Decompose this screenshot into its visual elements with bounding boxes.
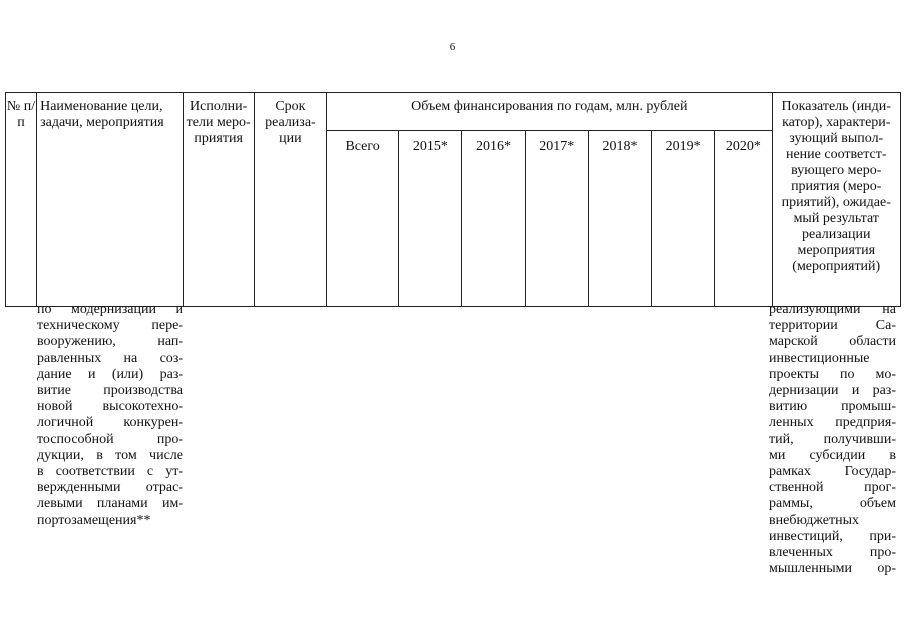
text-line: в соответствии с ут- (37, 464, 183, 480)
text-line: ственной прог- (769, 480, 896, 496)
measure-description (37, 302, 183, 529)
header-year: 2015* (399, 131, 462, 307)
header-year: 2018* (588, 131, 651, 307)
header-indicator: Показатель (инди-катор), характери-зующий выпол-нение соответст-вующего меро-приятия (меро-приятий), ожидае-мый результат реализации мероприятия (мероприятий) (772, 93, 900, 307)
header-year: 2017* (525, 131, 588, 307)
text-line: вержденными отрас- (37, 480, 183, 496)
text-line: новой высокотехно- (37, 399, 183, 415)
text-line: дернизации и раз- (769, 383, 896, 399)
text-line: вооружению, нап- (37, 334, 183, 350)
text-line: дание и (или) раз- (37, 366, 183, 382)
text-line: по модернизации и (37, 302, 183, 317)
header-total: Всего (327, 131, 399, 307)
text-line: витие производства (37, 383, 183, 399)
header-financing: Объем финансирования по годам, млн. рублей (327, 93, 773, 131)
text-line: ми субсидии в (769, 447, 896, 463)
text-line: тоспособной про- (37, 431, 183, 447)
header-year: 2019* (652, 131, 715, 307)
indicator-description (769, 302, 896, 577)
text-line: равленных на соз- (37, 350, 183, 366)
text-line: мышленными ор- (769, 561, 896, 577)
text-line: территории Са- (769, 318, 896, 334)
text-line: рамках Государ- (769, 464, 896, 480)
text-line: портозамещения** (37, 512, 151, 528)
text-line: инвестиционные (769, 350, 870, 366)
text-line: ленных предприя- (769, 415, 896, 431)
header-term: Срок реализа-ции (254, 93, 326, 307)
text-line: дукции, в том числе (37, 447, 183, 463)
text-line: техническому пере- (37, 318, 183, 334)
text-line: логичной конкурен- (37, 415, 183, 431)
text-line: витию промыш- (769, 399, 896, 415)
text-line: левыми планами им- (37, 496, 183, 512)
header-year: 2020* (715, 131, 772, 307)
text-line: марской области (769, 334, 896, 350)
header-year: 2016* (462, 131, 525, 307)
text-line: влеченных про- (769, 545, 896, 561)
text-line: тий, получивши- (769, 431, 896, 447)
header-num: № п/п (6, 93, 37, 307)
text-line: реализующими на (769, 302, 896, 317)
text-line: инвестиций, при- (769, 528, 896, 544)
page-number: 6 (449, 41, 456, 53)
text-line: проекты по мо- (769, 366, 896, 382)
text-line: раммы, объем (769, 496, 896, 512)
text-line: внебюджетных (769, 512, 860, 528)
header-executors: Исполни-тели меро-приятия (183, 93, 254, 307)
header-name: Наименование цели, задачи, мероприятия (37, 93, 183, 307)
header-table (5, 92, 901, 307)
